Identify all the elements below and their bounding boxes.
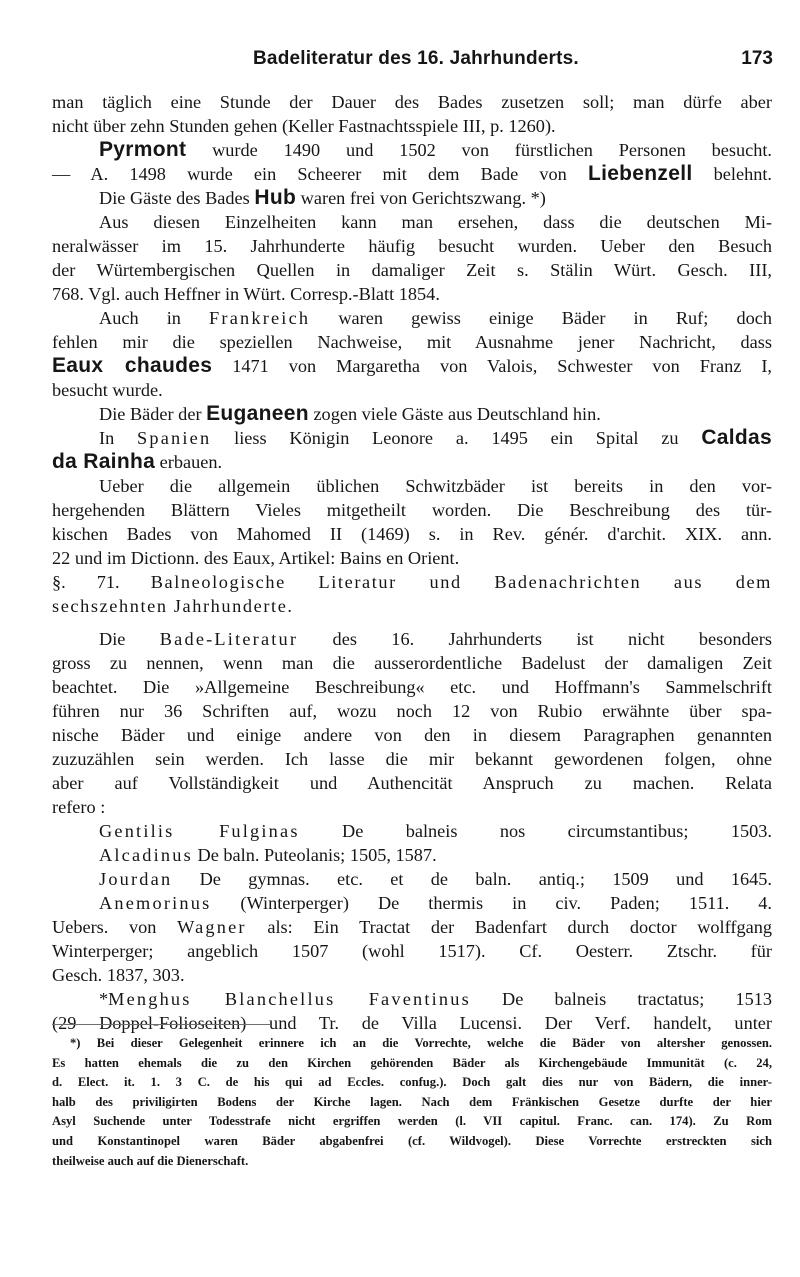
bibliography-entry: Anemorinus (Winterperger) De thermis in civ. Paden; 1511. 4. — [99, 893, 772, 913]
text-line: kischen Bades von Mahomed II (1469) s. in Rev. génér. d'archit. XIX. ann. — [52, 524, 772, 544]
keyword-hub: Hub — [254, 186, 297, 209]
author-name: Alcadinus — [99, 845, 193, 865]
bibliography-entry: Jourdan De gymnas. etc. et de baln. antiq.; 1509 und 1645. — [99, 869, 772, 889]
footnote-line: theilweise auch auf die Dienerschaft. — [52, 1153, 249, 1168]
text-line: (29 Doppel-Folioseiten) und Tr. de Villa Lucensi. Der Verf. handelt, unter — [52, 1013, 772, 1033]
footnote-divider — [52, 1024, 270, 1025]
text-line: beachtet. Die »Allgemeine Beschreibung« etc. und Hoffmann's Sammelschrift — [52, 677, 772, 697]
author-name: Menghus Blanchellus Faventinus — [108, 989, 471, 1009]
text-line: zuzuzählen sein werden. Ich lasse die mir bekannt gewordenen folgen, ohne — [52, 749, 772, 769]
section-heading: §. 71. Balneologische Literatur und Badenachrichten aus dem — [52, 572, 772, 592]
running-header — [253, 48, 773, 78]
keyword-euganeen: Euganeen — [206, 402, 309, 425]
spaced-frankreich: Frankreich — [209, 308, 311, 328]
text-line: — A. 1498 wurde ein Scheerer mit dem Bade von Liebenzell belehnt. — [52, 162, 773, 185]
running-title: Badeliteratur des 16. Jahrhunderts. — [253, 48, 579, 69]
keyword-eaux-chaudes: Eaux chaudes — [52, 354, 213, 377]
author-name: Jourdan — [99, 869, 173, 889]
text-line: nicht über zehn Stunden gehen (Keller Fastnachtsspiele III, p. 1260). — [52, 116, 556, 136]
section-heading-cont: sechszehnten Jahrhunderte. — [52, 596, 294, 616]
text-line: Die Bäder der Euganeen zogen viele Gäste aus Deutschland hin. — [99, 402, 601, 425]
text-line: refero : — [52, 797, 106, 817]
text-line: gross zu nennen, wenn man die ausserordentliche Badelust der damaligen Zeit — [52, 653, 772, 673]
bibliography-entry: Alcadinus De baln. Puteolanis; 1505, 1587. — [99, 845, 437, 865]
text-line: da Rainha erbauen. — [52, 450, 223, 473]
spaced-spanien: Spanien — [137, 428, 212, 448]
page-number: 173 — [741, 48, 773, 69]
text-line: Aus diesen Einzelheiten kann man ersehen, dass die deutschen Mi- — [99, 212, 772, 232]
keyword-caldas: Caldas — [701, 426, 772, 449]
footnote-line: Es hatten ehemals die zu den Kirchen gehörenden Bäder als Kirchengebäude Immunität (c. 24, — [52, 1055, 772, 1070]
text-line: 22 und im Dictionn. des Eaux, Artikel: Bains en Orient. — [52, 548, 460, 568]
text-line: Eaux chaudes 1471 von Margaretha von Valois, Schwester von Franz I, — [52, 354, 772, 377]
text-line: In Spanien liess Königin Leonore a. 1495 ein Spital zu Caldas — [99, 426, 772, 449]
text-line: Uebers. von Wagner als: Ein Tractat der Badenfart durch doctor wolffgang — [52, 917, 772, 937]
author-name: Gentilis Fulginas — [99, 821, 300, 841]
text-line: Die Bade-Literatur des 16. Jahrhunderts ist nicht besonders — [99, 629, 772, 649]
author-name: Wagner — [177, 917, 247, 937]
text-line: man täglich eine Stunde der Dauer des Bades zusetzen soll; man dürfe aber — [52, 92, 772, 112]
text-line: hergehenden Blättern Vieles mitgetheilt worden. Die Beschreibung des tür- — [52, 500, 772, 520]
keyword-da-rainha: da Rainha — [52, 450, 156, 473]
text-line: führen nur 36 Schriften auf, wozu noch 12 von Rubio erwähnte über spa- — [52, 701, 772, 721]
spaced-bade-literatur: Bade-Literatur — [159, 629, 299, 649]
footnote-line: *) Bei dieser Gelegenheit erinnere ich an die Vorrechte, welche die Bäder von altersher genossen. — [70, 1036, 772, 1050]
author-name: Anemorinus — [99, 893, 212, 913]
bibliography-entry: Gentilis Fulginas De balneis nos circumstantibus; 1503. — [99, 821, 772, 841]
text-line: Gesch. 1837, 303. — [52, 965, 185, 985]
text-line: Winterperger; angeblich 1507 (wohl 1517). Cf. Oesterr. Ztschr. für — [52, 941, 772, 961]
text-line: besucht wurde. — [52, 380, 163, 400]
footnote-line: halb des priviligirten Bodens der Kirche lagen. Nach dem Fränkischen Gesetze durfte der hier — [52, 1094, 772, 1109]
text-line: Die Gäste des Bades Hub waren frei von Gerichtszwang. *) — [99, 186, 546, 209]
footnote — [52, 1034, 772, 1171]
text-line: fehlen mir die speziellen Nachweise, mit Ausnahme jener Nachricht, dass — [52, 332, 772, 352]
bibliography-entry: *Menghus Blanchellus Faventinus De balneis tractatus; 1513 — [99, 989, 772, 1009]
section-gap — [52, 618, 772, 627]
text-line: Auch in Frankreich waren gewiss einige Bäder in Ruf; doch — [99, 308, 772, 328]
text-line: neralwässer im 15. Jahrhunderte häufig besucht wurden. Ueber den Besuch — [52, 236, 772, 256]
footnote-line: und Konstantinopel waren Bäder abgabenfrei (cf. Wildvogel). Diese Vorrechte erstreckten sich — [52, 1133, 772, 1148]
text-line: der Würtembergischen Quellen in damaliger Zeit s. Stälin Würt. Gesch. III, — [52, 260, 772, 280]
text-line: aber auf Vollständigkeit und Authencität Anspruch zu machen. Relata — [52, 773, 772, 793]
text-line: nische Bäder und einige andere von den in diesem Paragraphen genannten — [52, 725, 772, 745]
text-line: 768. Vgl. auch Heffner in Würt. Corresp.-Blatt 1854. — [52, 284, 440, 304]
keyword-liebenzell: Liebenzell — [587, 162, 693, 185]
text-line: Pyrmont wurde 1490 und 1502 von fürstlichen Personen besucht. — [99, 138, 772, 161]
text-line: Ueber die allgemein üblichen Schwitzbäder ist bereits in den vor- — [99, 476, 772, 496]
main-text — [52, 90, 772, 1035]
footnote-line: Asyl Suchende unter Todesstrafe nicht ergriffen werden (l. VII capitul. Franc. can. 174). Zu Rom — [52, 1114, 772, 1129]
footnote-line: d. Elect. it. 1. 3 C. de his qui ad Eccles. confug.). Doch galt dies nur von Bädern, die inner- — [52, 1075, 772, 1090]
keyword-pyrmont: Pyrmont — [99, 138, 187, 161]
